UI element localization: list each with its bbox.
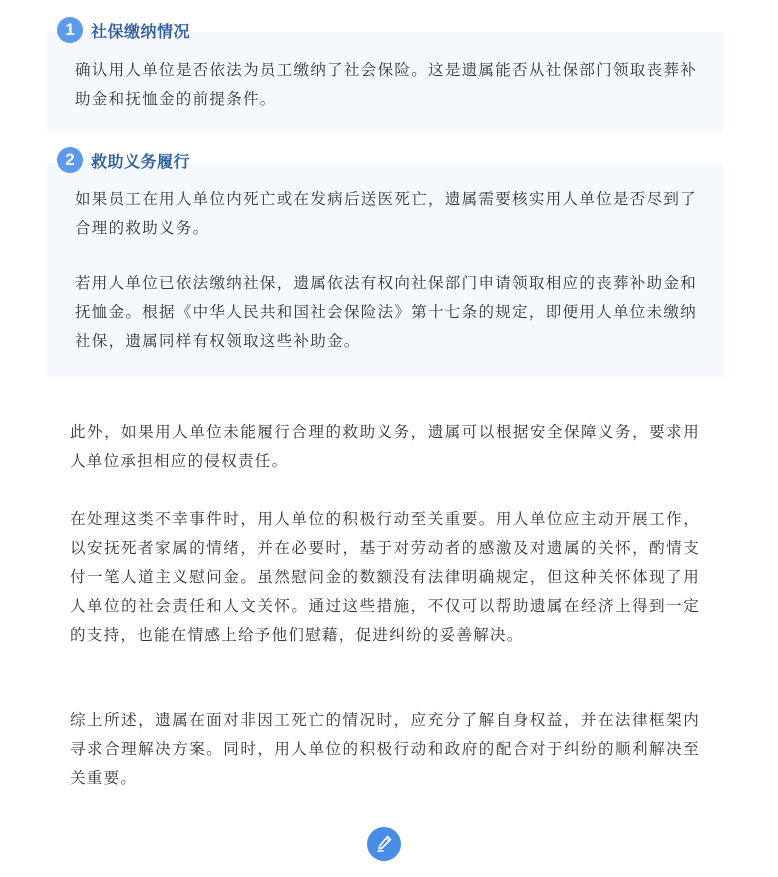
section-number-badge: 2 (57, 147, 83, 173)
section-1-heading (57, 16, 190, 44)
body-paragraph: 此外，如果用人单位未能履行合理的救助义务，遗属可以根据安全保障义务，要求用人单位承担相应的侵权责任。 (70, 423, 700, 470)
section-number-badge: 1 (57, 17, 83, 43)
section-2-paragraph: 如果员工在用人单位内死亡或在发病后送医死亡，遗属需要核实用人单位是否尽到了合理的救助义务。 (75, 190, 697, 237)
section-2-heading (57, 146, 190, 174)
pen-icon (367, 827, 401, 861)
section-1-paragraph: 确认用人单位是否依法为员工缴纳了社会保险。这是遗属能否从社保部门领取丧葬补助金和抚恤金的前提条件。 (75, 61, 697, 108)
body-paragraph: 在处理这类不幸事件时，用人单位的积极行动至关重要。用人单位应主动开展工作，以安抚死者家属的情绪，并在必要时，基于对劳动者的感激及对遗属的关怀，酌情支付一笔人道主义慰问金。虽然慰问金的数额没有法律明确规定，但这种关怀体现了用人单位的社会责任和人文关怀。通过这些措施，不仅可以帮助遗属在经济上得到一定的支持，也能在情感上给予他们慰藉，促进纠纷的妥善解决。 (70, 510, 700, 644)
section-2-paragraph: 若用人单位已依法缴纳社保，遗属依法有权向社保部门申请领取相应的丧葬补助金和抚恤金。根据《中华人民共和国社会保险法》第十七条的规定，即便用人单位未缴纳社保，遗属同样有权领取这些补助金。 (75, 274, 697, 350)
section-title: 救助义务履行 (91, 151, 191, 171)
body-paragraph: 综上所述，遗属在面对非因工死亡的情况时，应充分了解自身权益，并在法律框架内寻求合理解决方案。同时，用人单位的积极行动和政府的配合对于纠纷的顺利解决至关重要。 (70, 711, 700, 787)
section-title: 社保缴纳情况 (91, 21, 191, 41)
